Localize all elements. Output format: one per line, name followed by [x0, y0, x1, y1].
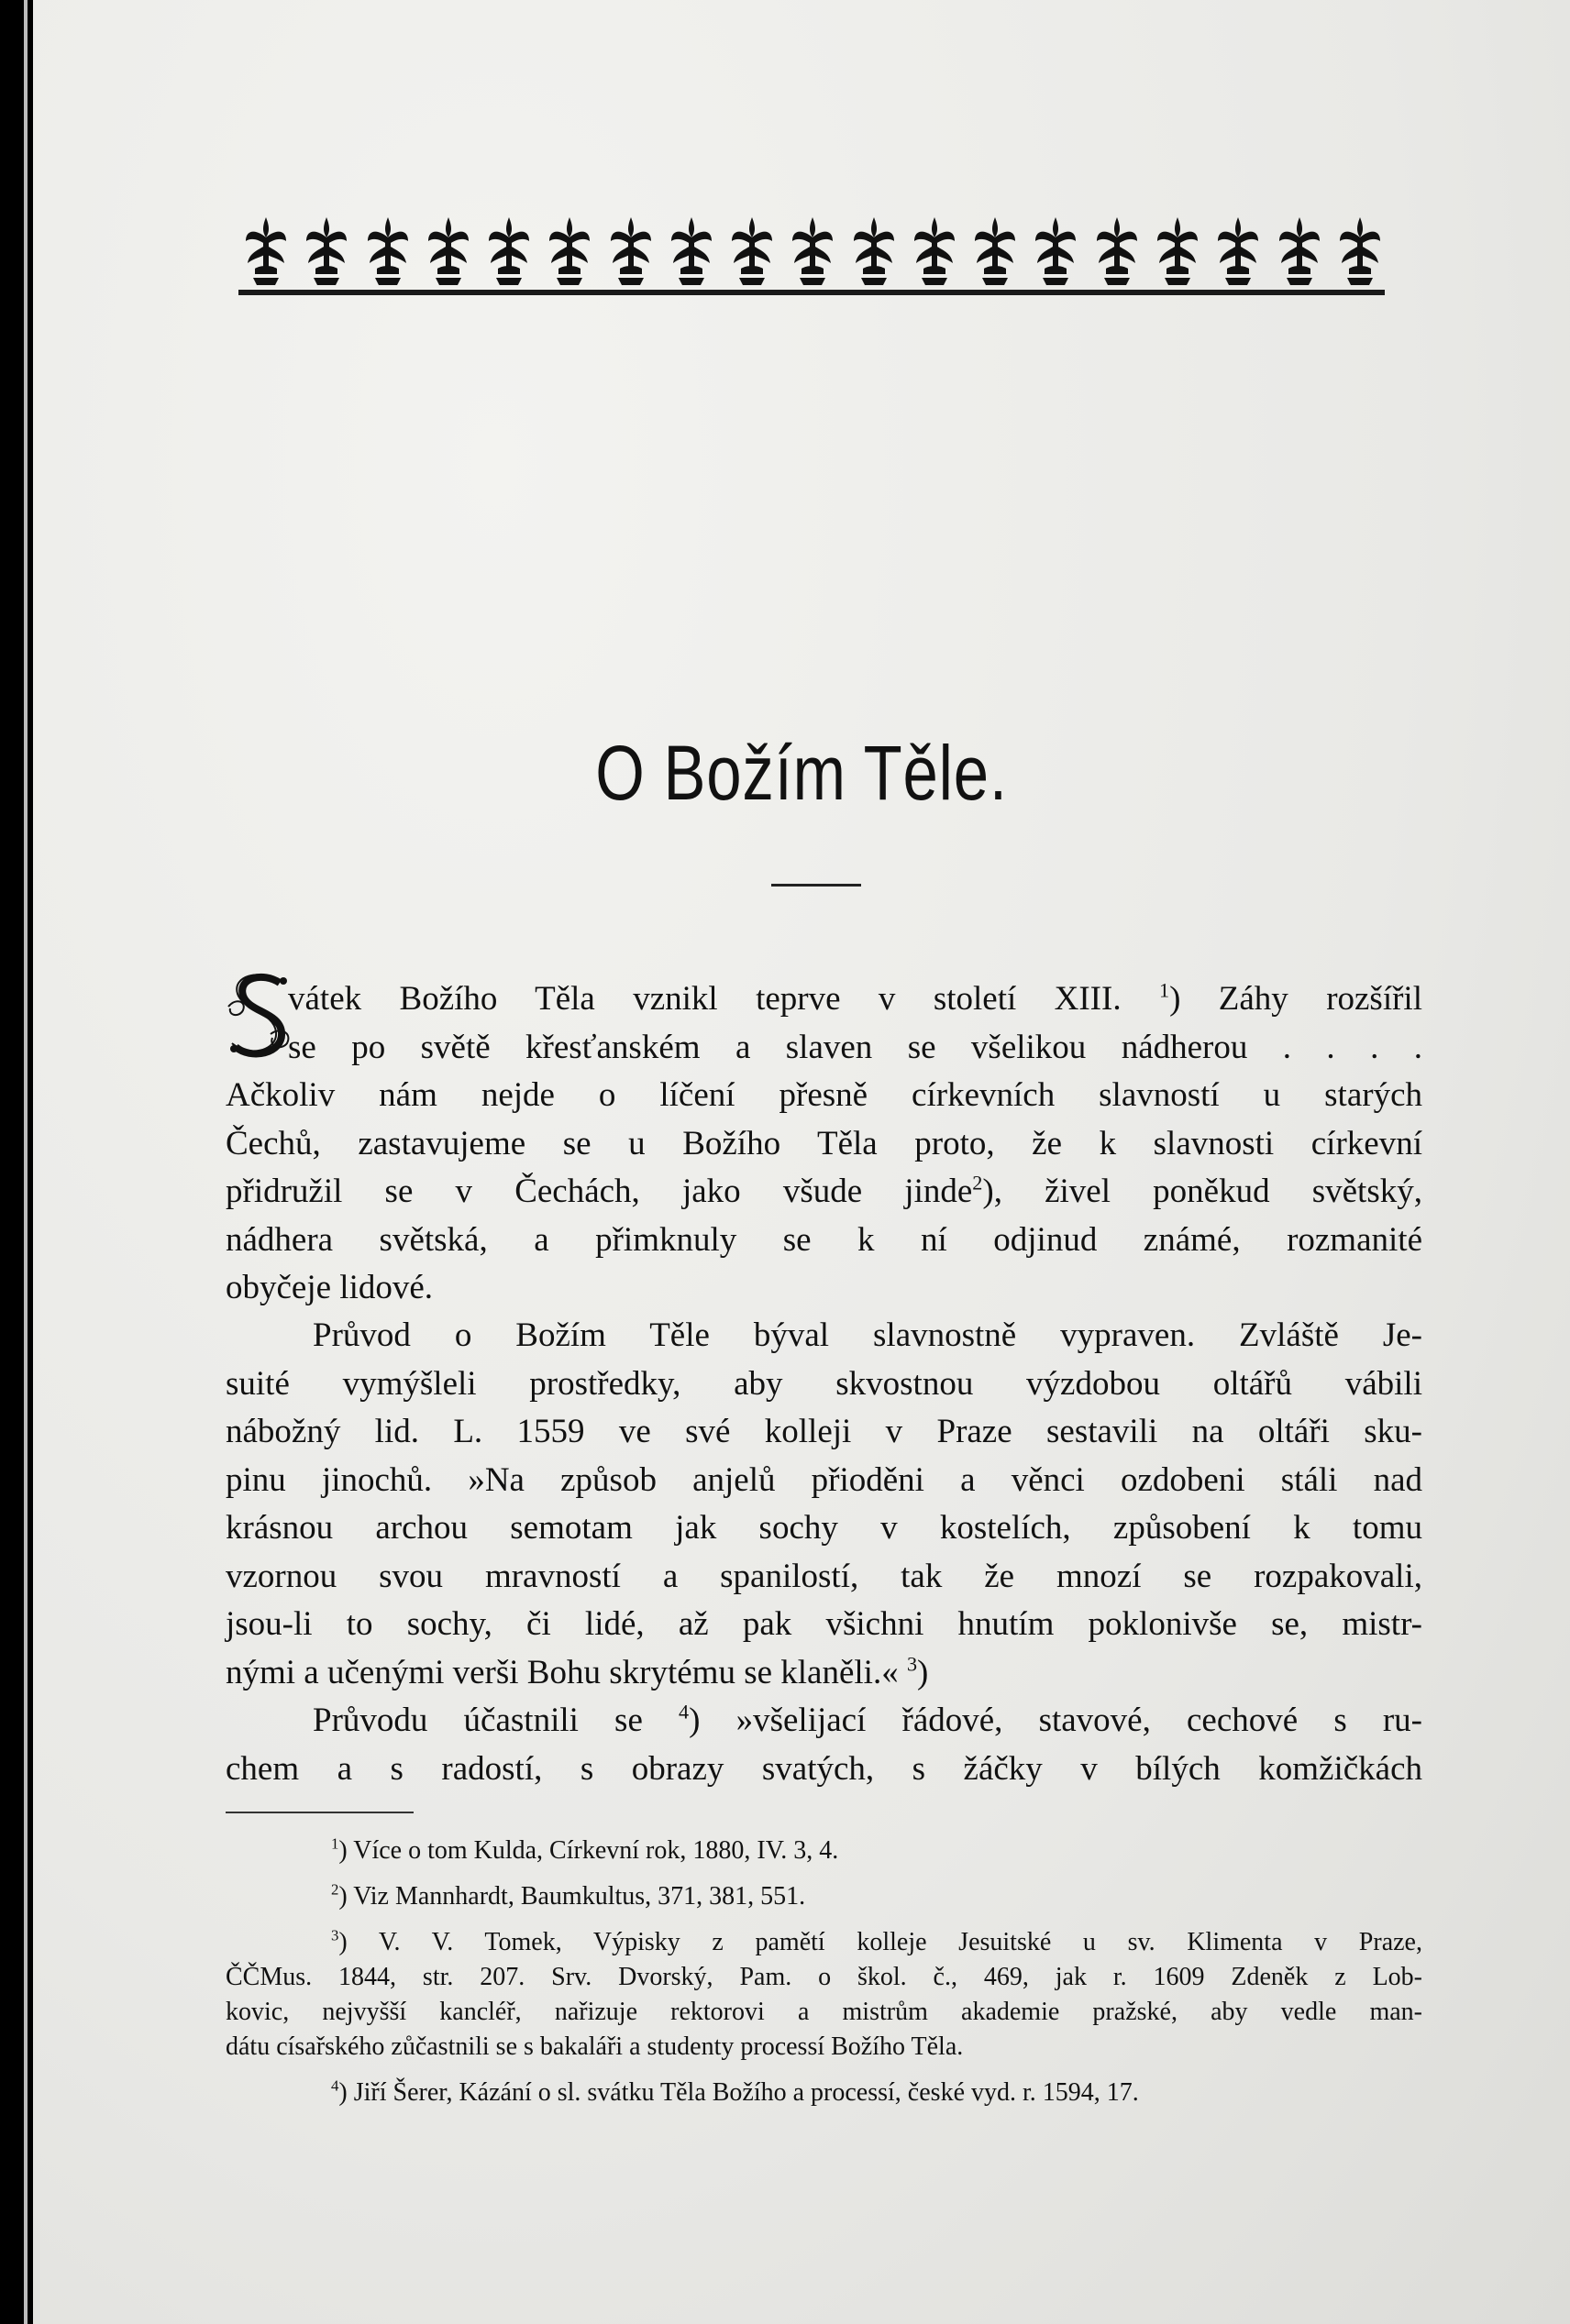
footnote-4: $^4$) Jiří Šerer, Kázání o sl. svátku Těla Božího a processí, české vyd. r. 1594, 17.: [331, 2076, 1139, 2107]
p1-line-2: se po světě křesťanském a slaven se všelikou nádherou . . . .: [288, 1028, 1422, 1066]
p2-line-4: pinu jinochů. »Na způsob anjelů přioděni a věnci ozdobeni stáli nad: [226, 1460, 1422, 1499]
page-title: O Božím Těle.: [595, 730, 1008, 816]
footnote-3-line-3: kovic, nejvyšší kancléř, nařizuje rektorovi a mistrům akademie pražské, aby vedle man-: [226, 1998, 1422, 2026]
fleuron-icon: [668, 214, 715, 287]
paragraph-1: [226, 975, 1422, 1313]
footnote-1: $^1$) Více o tom Kulda, Církevní rok, 1880, IV. 3, 4.: [331, 1834, 839, 1865]
fleuron-icon: [364, 214, 412, 287]
fleuron-icon: [242, 214, 290, 287]
fleuron-icon: [546, 214, 593, 287]
footnote-3-line-4: dátu císařského zůčastnili se s bakaláři a studenty processí Božího Těla.: [226, 2032, 964, 2061]
fleuron-icon: [485, 214, 533, 287]
p2-line-7: jsou-li to sochy, či lidé, až pak všichni hnutím poklonivše se, mistr-: [226, 1605, 1422, 1643]
p1-line-7: obyčeje lidové.: [226, 1269, 434, 1306]
p2-line-8: nými a učenými verši Bohu skrytému se klaněli.« $^3$): [226, 1652, 929, 1691]
fleuron-icon: [1336, 214, 1384, 287]
p1-line-1: vátek Božího Těla vznikl teprve v století XIII. $^1$) Záhy rozšířil: [288, 978, 1422, 1018]
fleuron-icon: [1093, 214, 1141, 287]
fleuron-icon: [911, 214, 958, 287]
fleuron-icon: [1032, 214, 1079, 287]
fleuron-icon: [425, 214, 472, 287]
fleuron-icon: [1214, 214, 1262, 287]
p2-line-6: vzornou svou mravností a spanilostí, tak že mnozí se rozpakovali,: [226, 1557, 1422, 1595]
fleuron-icon: [789, 214, 836, 287]
p2-line-3: nábožný lid. L. 1559 ve své kolleji v Praze sestavili na oltáři sku-: [226, 1413, 1422, 1450]
ornament-band: [242, 209, 1384, 292]
footnotes: [226, 1834, 1422, 2110]
fleuron-icon: [1276, 214, 1323, 287]
p1-line-6: nádhera světská, a přimknuly se k ní odjinud známé, rozmanité: [226, 1220, 1422, 1259]
p2-line-1: Průvod o Božím Těle býval slavnostně vypraven. Zvláště Je-: [313, 1316, 1422, 1354]
p2-line-5: krásnou archou semotam jak sochy v kostelích, způsobení k tomu: [226, 1509, 1422, 1547]
p3-line-1: Průvodu účastnili se $^4$) »všelijací řádové, stavové, cechové s ru-: [313, 1700, 1423, 1739]
p1-line-3: Ačkoliv nám nejde o líčení přesně církevních slavností u starých: [226, 1076, 1422, 1114]
book-page: [33, 0, 1570, 2324]
p3-line-2: chem a s radostí, s obrazy svatých, s žáčky v bílých komžičkách: [226, 1749, 1422, 1788]
ornament-rule: [238, 290, 1385, 295]
paragraph-2: [226, 1312, 1422, 1697]
footnote-divider: [226, 1812, 414, 1813]
p2-line-2: suité vymýšleli prostředky, aby skvostnou výzdobou oltářů vábili: [226, 1364, 1422, 1403]
fleuron-icon: [728, 214, 776, 287]
fleuron-icon: [850, 214, 898, 287]
footnote-3-line-2: ČČMus. 1844, str. 207. Srv. Dvorský, Pam. o škol. č., 469, jak r. 1609 Zdeněk z Lob-: [226, 1963, 1422, 1991]
fleuron-icon: [607, 214, 655, 287]
p1-line-4: Čechů, zastavujeme se u Božího Těla proto, že k slavnosti církevní: [226, 1124, 1422, 1162]
footnote-3-line-1: $^3$) V. V. Tomek, Výpisky z pamětí kolleje Jesuitské u sv. Klimenta v Praze,: [331, 1926, 1422, 1956]
p1-line-5: přidružil se v Čechách, jako všude jinde$^2$), živel poněkud světský,: [226, 1171, 1422, 1210]
title-divider: [771, 884, 861, 887]
footnote-2: $^2$) Viz Mannhardt, Baumkultus, 371, 381, 551.: [331, 1880, 806, 1911]
fleuron-icon: [303, 214, 350, 287]
fleuron-icon: [971, 214, 1019, 287]
paragraph-3: [226, 1697, 1422, 1793]
scan-frame-left: [0, 0, 33, 2324]
fleuron-icon: [1154, 214, 1201, 287]
